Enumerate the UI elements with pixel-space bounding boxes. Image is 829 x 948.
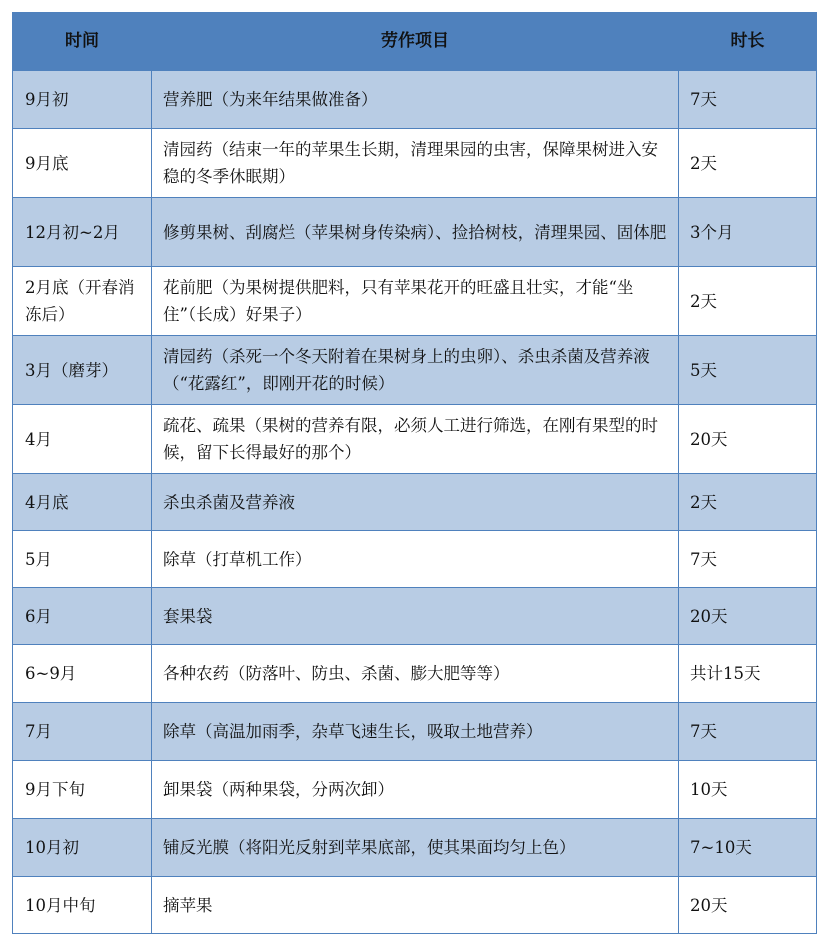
table-row xyxy=(13,129,817,198)
cell-task: 修剪果树、刮腐烂（苹果树身传染病）、捡拾树枝，清理果园、固体肥 xyxy=(152,198,679,267)
cell-task: 摘苹果 xyxy=(152,877,679,934)
cell-duration: 7天 xyxy=(679,71,817,129)
cell-duration: 3个月 xyxy=(679,198,817,267)
cell-duration: 7天 xyxy=(679,703,817,761)
cell-time: 7月 xyxy=(13,703,152,761)
cell-duration: 2天 xyxy=(679,129,817,198)
cell-task: 清园药（结束一年的苹果生长期，清理果园的虫害，保障果树进入安稳的冬季休眠期） xyxy=(152,129,679,198)
cell-time: 2月底（开春消冻后） xyxy=(13,267,152,336)
cell-task: 除草（打草机工作） xyxy=(152,531,679,588)
header-duration: 时长 xyxy=(679,13,817,71)
table-row xyxy=(13,531,817,588)
cell-time: 9月初 xyxy=(13,71,152,129)
cell-task: 花前肥（为果树提供肥料，只有苹果花开的旺盛且壮实，才能“坐住”（长成）好果子） xyxy=(152,267,679,336)
header-task: 劳作项目 xyxy=(152,13,679,71)
table-row xyxy=(13,336,817,405)
table-row xyxy=(13,877,817,934)
table-row xyxy=(13,645,817,703)
cell-time: 9月底 xyxy=(13,129,152,198)
cell-task: 各种农药（防落叶、防虫、杀菌、膨大肥等等） xyxy=(152,645,679,703)
cell-duration: 2天 xyxy=(679,474,817,531)
table-header-row xyxy=(13,13,817,71)
cell-time: 6~9月 xyxy=(13,645,152,703)
farming-schedule-table xyxy=(12,12,817,934)
cell-task: 疏花、疏果（果树的营养有限，必须人工进行筛选，在刚有果型的时候，留下长得最好的那个） xyxy=(152,405,679,474)
table-row xyxy=(13,819,817,877)
cell-duration: 5天 xyxy=(679,336,817,405)
cell-time: 5月 xyxy=(13,531,152,588)
cell-time: 9月下旬 xyxy=(13,761,152,819)
cell-duration: 20天 xyxy=(679,877,817,934)
cell-task: 铺反光膜（将阳光反射到苹果底部，使其果面均匀上色） xyxy=(152,819,679,877)
cell-time: 10月初 xyxy=(13,819,152,877)
table-row xyxy=(13,267,817,336)
cell-duration: 7~10天 xyxy=(679,819,817,877)
table-row xyxy=(13,71,817,129)
table-row xyxy=(13,761,817,819)
cell-time: 4月 xyxy=(13,405,152,474)
cell-time: 3月（磨芽） xyxy=(13,336,152,405)
cell-time: 12月初~2月 xyxy=(13,198,152,267)
cell-time: 6月 xyxy=(13,588,152,645)
cell-time: 10月中旬 xyxy=(13,877,152,934)
header-time: 时间 xyxy=(13,13,152,71)
cell-duration: 2天 xyxy=(679,267,817,336)
cell-task: 营养肥（为来年结果做准备） xyxy=(152,71,679,129)
cell-duration: 共计15天 xyxy=(679,645,817,703)
cell-time: 4月底 xyxy=(13,474,152,531)
table-row xyxy=(13,474,817,531)
cell-duration: 20天 xyxy=(679,588,817,645)
cell-task: 套果袋 xyxy=(152,588,679,645)
table-row xyxy=(13,588,817,645)
table-row xyxy=(13,198,817,267)
cell-task: 清园药（杀死一个冬天附着在果树身上的虫卵）、杀虫杀菌及营养液（“花露红”，即刚开花的时候） xyxy=(152,336,679,405)
cell-task: 杀虫杀菌及营养液 xyxy=(152,474,679,531)
cell-task: 除草（高温加雨季，杂草飞速生长，吸取土地营养） xyxy=(152,703,679,761)
table-row xyxy=(13,703,817,761)
cell-duration: 10天 xyxy=(679,761,817,819)
cell-duration: 7天 xyxy=(679,531,817,588)
cell-task: 卸果袋（两种果袋，分两次卸） xyxy=(152,761,679,819)
cell-duration: 20天 xyxy=(679,405,817,474)
table-row xyxy=(13,405,817,474)
